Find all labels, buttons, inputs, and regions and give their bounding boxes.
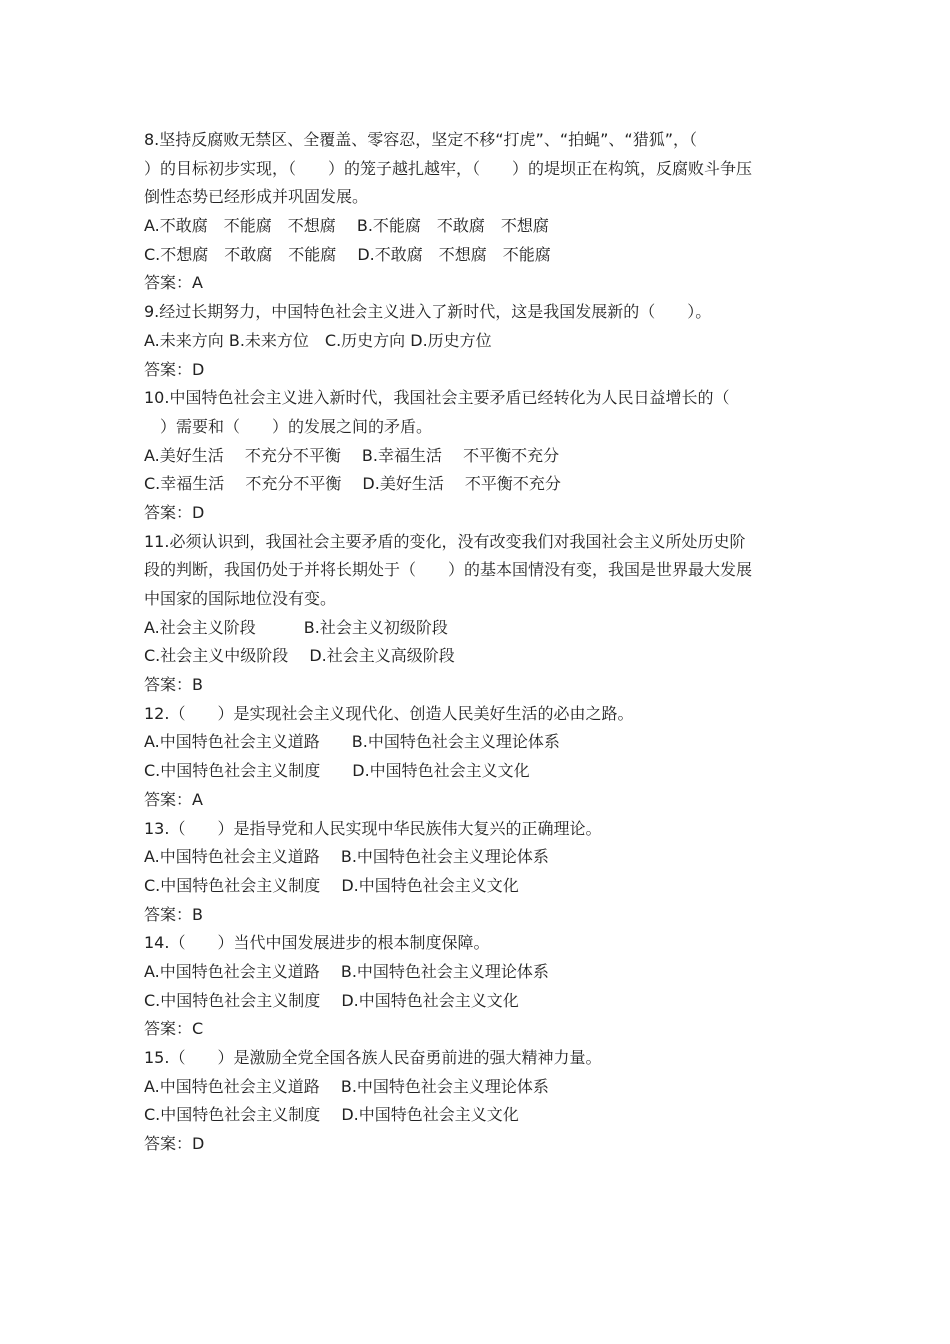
question-10-line-1: 10.中国特色社会主义进入新时代，我国社会主要矛盾已经转化为人民日益增长的（ [144,388,730,408]
question-14-answer: 答案：C [144,1019,204,1039]
question-11-line-1: 11.必须认识到，我国社会主要矛盾的变化，没有改变我们对我国社会主义所处历史阶 [144,531,746,551]
question-9-answer: 答案：D [144,359,205,379]
question-11-options-cd: C.社会主义中级阶段 D.社会主义高级阶段 [144,646,455,666]
question-10-answer: 答案：D [144,502,205,522]
question-14-options-ab: A.中国特色社会主义道路 B.中国特色社会主义理论体系 [144,961,549,981]
question-15-answer: 答案：D [144,1134,205,1154]
question-10-options-ab: A.美好生活 不充分不平衡 B.幸福生活 不平衡不充分 [144,445,560,465]
question-8-options-ab: A.不敢腐 不能腐 不想腐 B.不能腐 不敢腐 不想腐 [144,216,549,236]
question-8-line-3: 倒性态势已经形成并巩固发展。 [144,187,369,207]
question-9-line-1: 9.经过长期努力，中国特色社会主义进入了新时代，这是我国发展新的（ ）。 [144,302,712,322]
question-12-answer: 答案：A [144,789,203,809]
question-8-line-2: ）的目标初步实现，（ ）的笼子越扎越牢，（ ）的堤坝正在构筑，反腐败斗争压 [144,158,753,178]
question-8-answer: 答案：A [144,273,203,293]
question-12-line-1: 12.（ ）是实现社会主义现代化、创造人民美好生活的必由之路。 [144,703,634,723]
question-11-answer: 答案：B [144,675,203,695]
question-13-answer: 答案：B [144,904,203,924]
question-12-options-ab: A.中国特色社会主义道路 B.中国特色社会主义理论体系 [144,732,560,752]
question-11-line-2: 段的判断，我国仍处于并将长期处于（ ）的基本国情没有变，我国是世界最大发展 [144,560,753,580]
question-10-options-cd: C.幸福生活 不充分不平衡 D.美好生活 不平衡不充分 [144,474,561,494]
question-15-line-1: 15.（ ）是激励全党全国各族人民奋勇前进的强大精神力量。 [144,1048,602,1067]
question-13-options-ab: A.中国特色社会主义道路 B.中国特色社会主义理论体系 [144,847,549,867]
document-body [144,126,814,1159]
question-8-options-cd: C.不想腐 不敢腐 不能腐 D.不敢腐 不想腐 不能腐 [144,244,551,264]
question-12-options-cd: C.中国特色社会主义制度 D.中国特色社会主义文化 [144,761,530,781]
question-13-line-1: 13.（ ）是指导党和人民实现中华民族伟大复兴的正确理论。 [144,818,602,838]
question-9-options: A.未来方向 B.未来方位 C.历史方向 D.历史方位 [144,330,492,350]
question-11-line-3: 中国家的国际地位没有变。 [144,589,337,608]
question-8-line-1: 8.坚持反腐败无禁区、全覆盖、零容忍，坚定不移“打虎”、“拍蝇”、“猎狐”，（ [144,130,698,149]
question-14-line-1: 14.（ ）当代中国发展进步的根本制度保障。 [144,933,490,953]
question-11-options-ab: A.社会主义阶段 B.社会主义初级阶段 [144,617,448,637]
question-13-options-cd: C.中国特色社会主义制度 D.中国特色社会主义文化 [144,875,519,895]
question-14-options-cd: C.中国特色社会主义制度 D.中国特色社会主义文化 [144,990,519,1010]
question-10-line-2: ）需要和（ ）的发展之间的矛盾。 [144,416,433,436]
question-15-options-cd: C.中国特色社会主义制度 D.中国特色社会主义文化 [144,1105,519,1125]
question-15-options-ab: A.中国特色社会主义道路 B.中国特色社会主义理论体系 [144,1076,549,1096]
